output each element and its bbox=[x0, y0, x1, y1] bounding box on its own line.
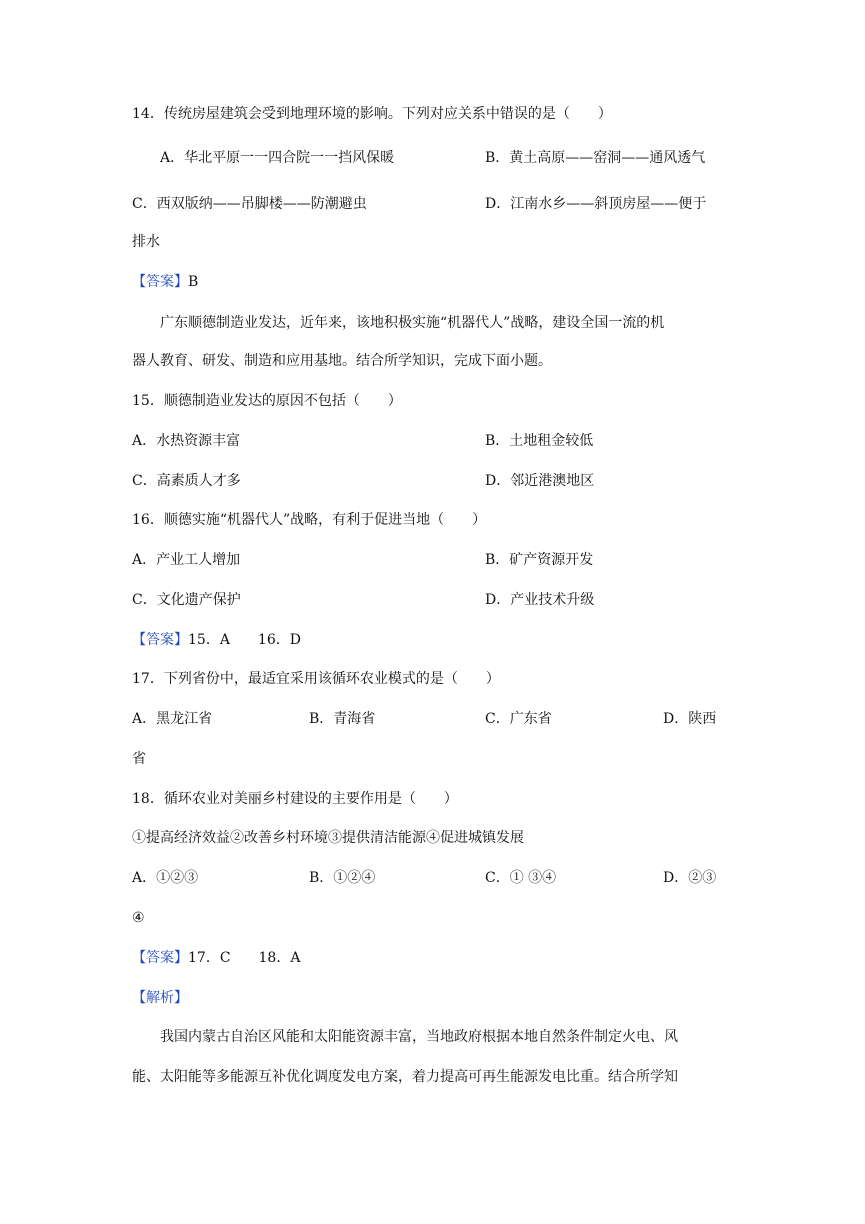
q16-option-c: C．文化遗产保护 bbox=[132, 592, 241, 608]
q17-option-b: B．青海省 bbox=[309, 711, 376, 727]
q18-option-d-continued: ④ bbox=[132, 910, 145, 926]
answer-value: 15．A 16．D bbox=[188, 632, 301, 648]
q16-option-a: A．产业工人增加 bbox=[132, 552, 241, 568]
q14-option-b: B．黄土高原——窑洞——通风透气 bbox=[485, 150, 706, 166]
analysis-tag: 【解析】 bbox=[132, 990, 188, 1006]
answer-tag: 【答案】 bbox=[132, 950, 188, 966]
answer-tag: 【答案】 bbox=[132, 632, 188, 648]
q18-option-d: D．②③ bbox=[663, 870, 717, 886]
q16-option-b: B．矿产资源开发 bbox=[485, 552, 594, 568]
q17-option-a: A．黑龙江省 bbox=[132, 711, 213, 727]
question-14-stem: 14．传统房屋建筑会受到地理环境的影响。下列对应关系中错误的是（ ） bbox=[132, 106, 612, 122]
analysis-line-2: 能、太阳能等多能源互补优化调度发电方案，着力提高可再生能源发电比重。结合所学知 bbox=[132, 1069, 678, 1085]
q18-option-a: A．①②③ bbox=[132, 870, 199, 886]
question-16-stem: 16．顺德实施“机器代人”战略，有利于促进当地（ ） bbox=[132, 512, 487, 528]
question-18-stem: 18．循环农业对美丽乡村建设的主要作用是（ ） bbox=[132, 791, 458, 807]
answer-tag: 【答案】 bbox=[132, 274, 188, 290]
q17-option-c: C．广东省 bbox=[485, 711, 552, 727]
q18-option-b: B．①②④ bbox=[309, 870, 376, 886]
answer-value: B bbox=[188, 274, 199, 290]
q17-option-d: D．陕西 bbox=[663, 711, 717, 727]
q15-option-d: D．邻近港澳地区 bbox=[485, 473, 595, 489]
q18-option-c: C．① ③④ bbox=[485, 870, 557, 886]
q14-option-c: C．西双版纳——吊脚楼——防潮避虫 bbox=[132, 196, 367, 212]
passage-line-1: 广东顺德制造业发达，近年来，该地积极实施“机器代人”战略，建设全国一流的机 bbox=[160, 315, 665, 331]
q16-option-d: D．产业技术升级 bbox=[485, 592, 595, 608]
passage-line-2: 器人教育、研发、制造和应用基地。结合所学知识，完成下面小题。 bbox=[132, 353, 552, 369]
q15-option-b: B．土地租金较低 bbox=[485, 433, 594, 449]
q14-option-d: D．江南水乡——斜顶房屋——便于 bbox=[485, 196, 707, 212]
answer-15-16 bbox=[132, 630, 301, 650]
analysis-line-1: 我国内蒙古自治区风能和太阳能资源丰富，当地政府根据本地自然条件制定火电、风 bbox=[160, 1029, 678, 1045]
question-15-stem: 15．顺德制造业发达的原因不包括（ ） bbox=[132, 393, 402, 409]
q17-option-d-continued: 省 bbox=[132, 751, 146, 767]
q15-option-a: A．水热资源丰富 bbox=[132, 433, 241, 449]
q18-statements: ①提高经济效益②改善乡村环境③提供清洁能源④促进城镇发展 bbox=[132, 830, 524, 846]
question-17-stem: 17．下列省份中，最适宜采用该循环农业模式的是（ ） bbox=[132, 671, 500, 687]
q14-option-d-continued: 排水 bbox=[132, 234, 160, 250]
q15-option-c: C．高素质人才多 bbox=[132, 473, 241, 489]
answer-14 bbox=[132, 272, 198, 292]
q14-option-a: A．华北平原一一四合院一一挡风保暖 bbox=[160, 150, 395, 166]
answer-value: 17．C 18．A bbox=[188, 950, 301, 966]
answer-17-18 bbox=[132, 948, 300, 968]
